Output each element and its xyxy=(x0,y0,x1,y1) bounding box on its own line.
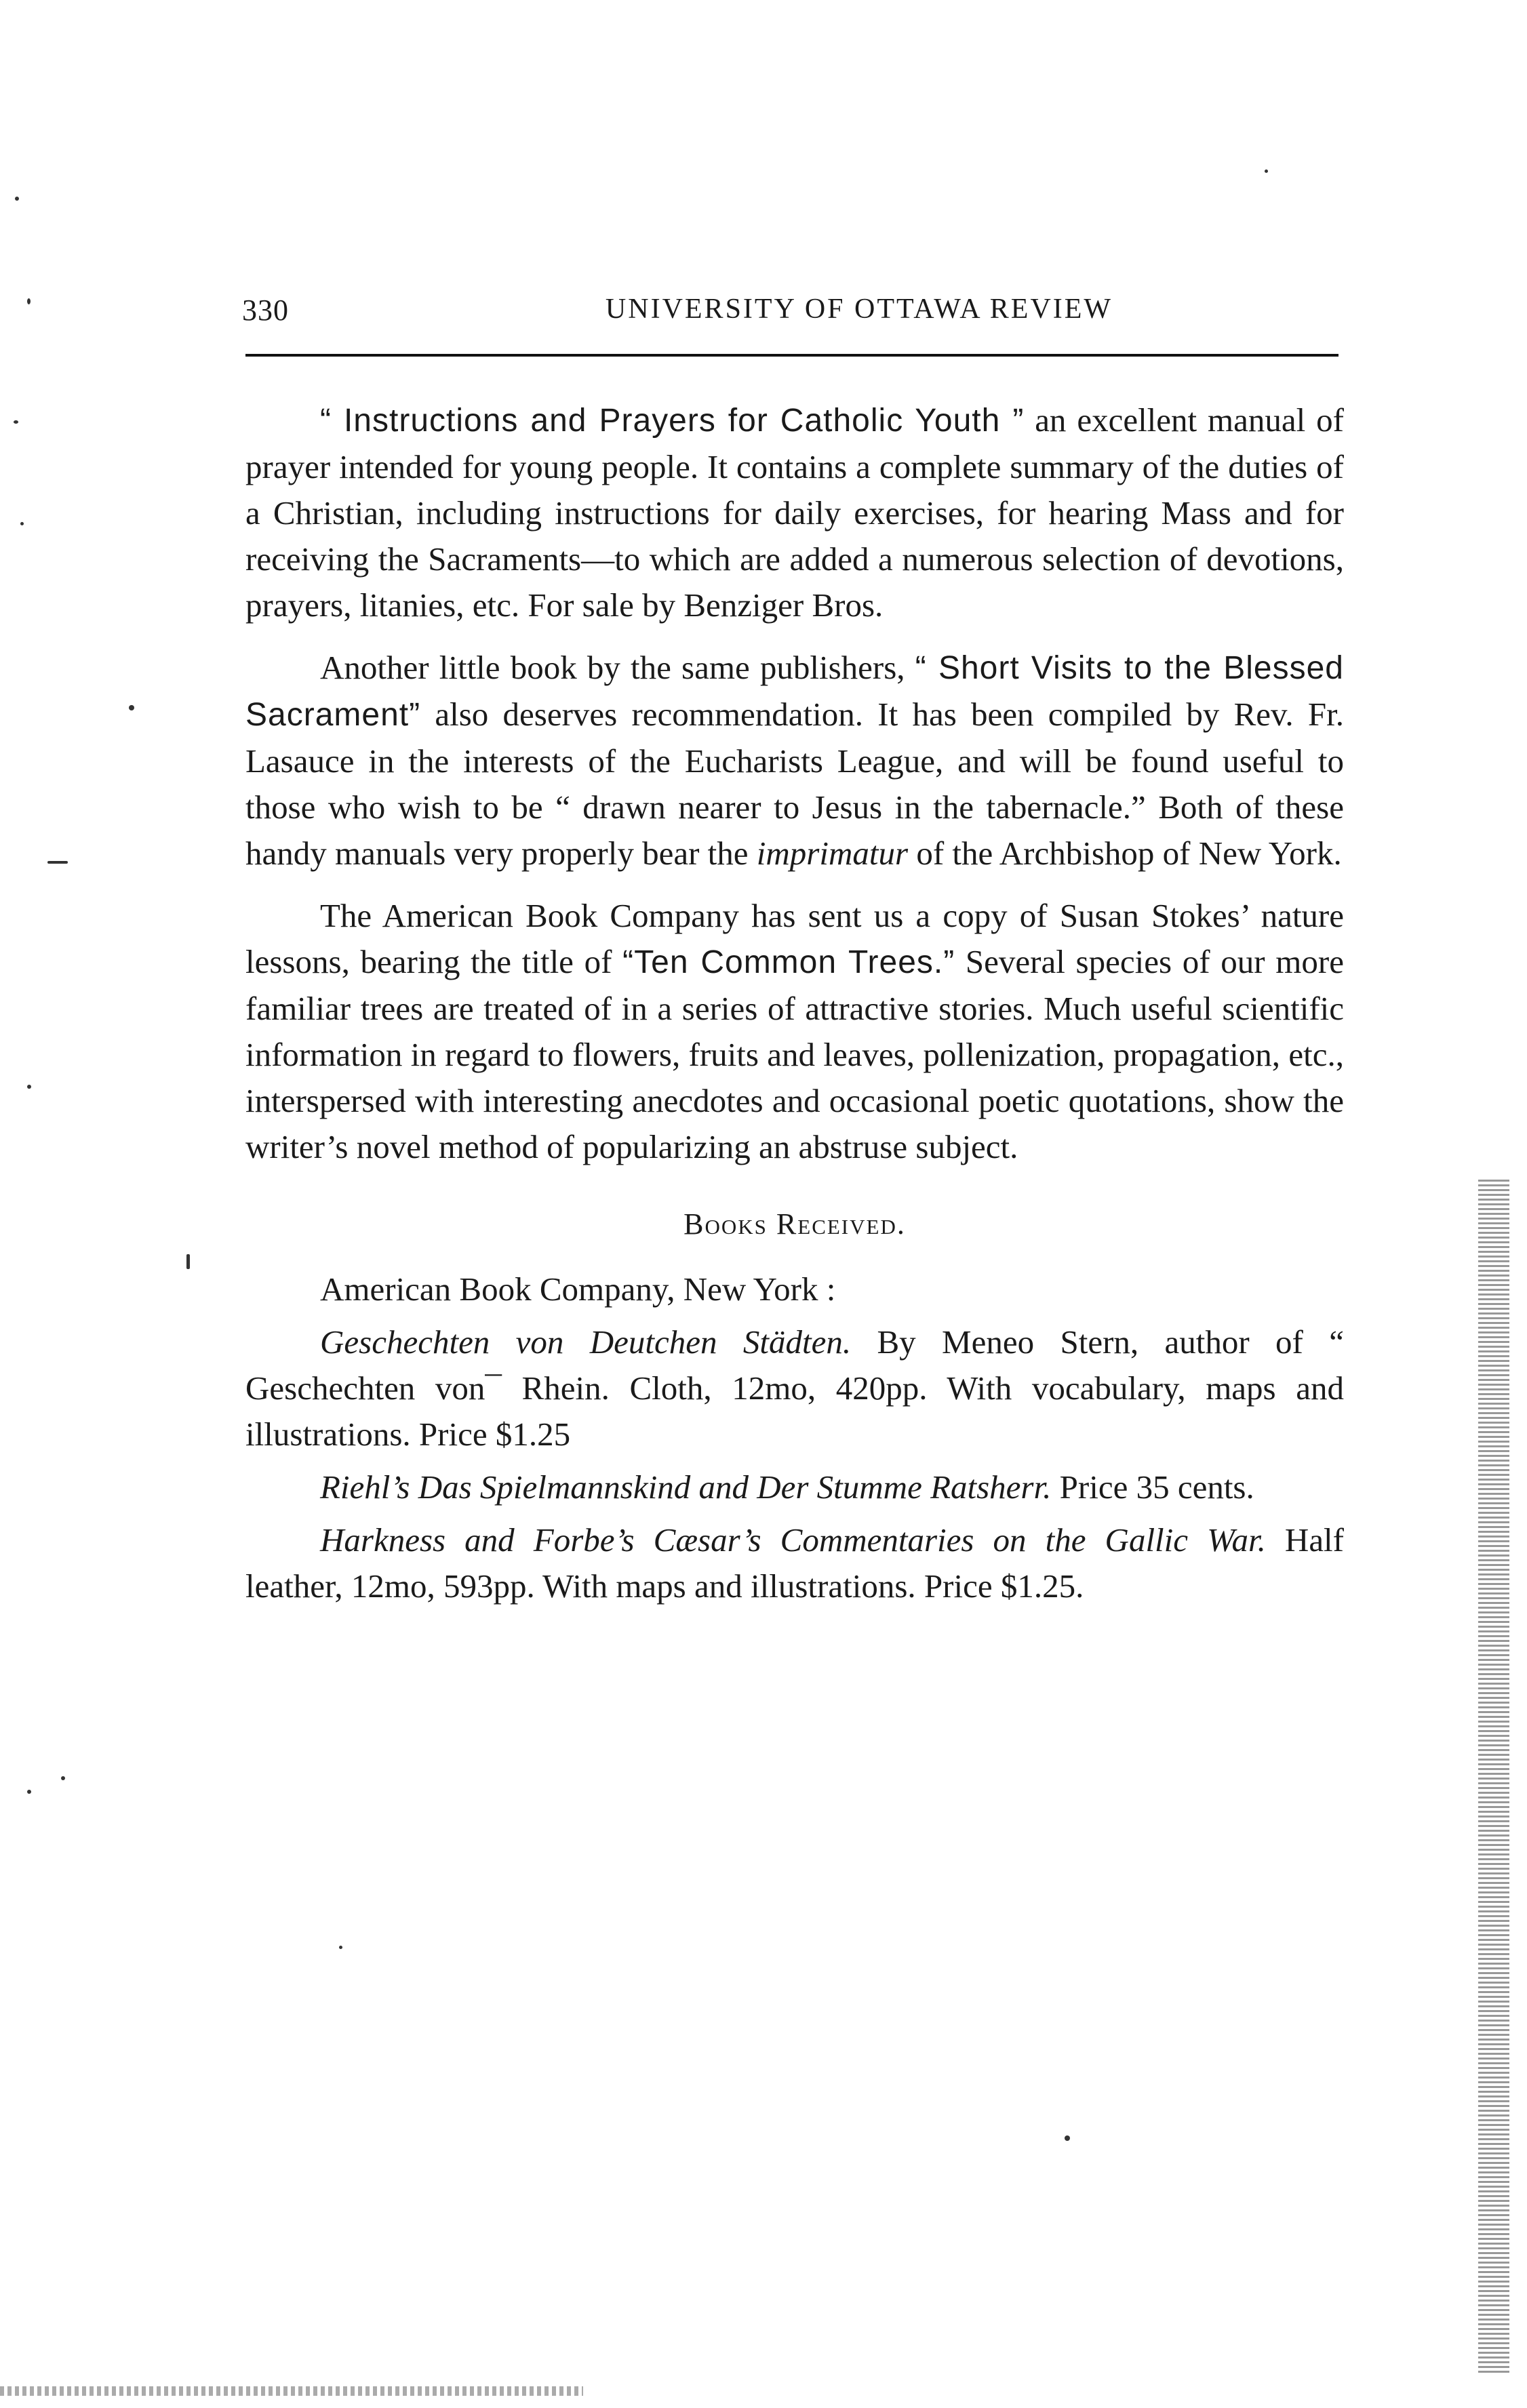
book-entry-title: Geschechten von Deutchen Städten. xyxy=(320,1323,852,1361)
book-title-short-visits: “ Short Visits to the Blessed Sacrament” xyxy=(245,650,1344,733)
header-rule xyxy=(245,354,1338,357)
scan-speck xyxy=(27,298,31,304)
scan-speck xyxy=(27,1790,31,1794)
scan-bottom-noise xyxy=(0,2386,583,2396)
paragraph-short-visits xyxy=(245,645,1344,877)
paragraph-text: of the Archbishop of New York. xyxy=(908,835,1342,872)
book-entry-title: Harkness and Forbe’s Cæsar’s Commentaries on the Gallic War. xyxy=(320,1521,1266,1559)
paragraph-text: Another little book by the same publishers, xyxy=(320,649,915,686)
book-title-instructions-and-prayers: “ Instructions and Prayers for Catholic Youth ” xyxy=(320,403,1025,439)
scan-speck xyxy=(129,705,134,710)
book-title-ten-common-trees: “Ten Common Trees.” xyxy=(622,944,955,980)
imprimatur-term: imprimatur xyxy=(756,835,909,872)
scan-speck xyxy=(47,861,68,864)
page-header xyxy=(242,293,1341,334)
scan-speck xyxy=(20,522,24,525)
book-entry xyxy=(245,1464,1344,1510)
scan-edge-noise xyxy=(1478,1180,1509,2373)
scan-speck xyxy=(15,197,19,201)
paragraph-text: also deserves recommendation. It has been compiled by Rev. Fr. Lasauce in the interests of the Eucharists League, and will be found useful to those who wish to be “ drawn nearer to Jesus in the tabernacle.” Both of these handy manuals very properly bear the xyxy=(245,696,1344,872)
paragraph-text: Several species of our more familiar trees are treated of in a series of attractive stories. Much useful scientific information in regard to flowers, fruits and leaves, pollenization, propagation, etc., interspersed with interesting anecdotes and occasional poetic quotations, show the writer’s novel method of popularizing an abstruse subject. xyxy=(245,943,1344,1165)
paragraph-ten-common-trees xyxy=(245,893,1344,1170)
scan-speck xyxy=(1265,169,1268,173)
book-entry-title: Riehl’s Das Spielmannskind and Der Stumme Ratsherr. xyxy=(320,1468,1052,1506)
page-number: 330 xyxy=(242,294,289,327)
book-entry-details: Half leather, 12mo, 593pp. With maps and illustrations. Price $1.25. xyxy=(245,1521,1344,1605)
book-entry-details: Price 35 cents. xyxy=(1051,1468,1254,1506)
paragraph-text: an excellent manual of prayer intended for young people. It contains a complete summary of the duties of a Christian, including instructions for daily exercises, for hearing Mass and for receiving the Sacraments—to which are added a numerous selection of devotions, prayers, litanies, etc. For sale by Benziger Bros. xyxy=(245,401,1344,624)
paragraph-text: The American Book Company has sent us a copy of Susan Stokes’ nature lessons, bearing the title of xyxy=(245,897,1344,980)
scan-speck xyxy=(14,420,18,424)
books-received-heading: Books Received. xyxy=(683,1207,906,1241)
book-entry xyxy=(245,1517,1344,1609)
publisher-line: American Book Company, New York : xyxy=(320,1270,836,1308)
book-entry xyxy=(245,1319,1344,1458)
scan-speck xyxy=(61,1776,65,1780)
paragraph-instructions-and-prayers xyxy=(245,397,1344,628)
scan-speck xyxy=(27,1085,31,1089)
scan-speck xyxy=(339,1946,342,1949)
book-entry-details: By Meneo Stern, author of “ Geschechten von¯ Rhein. Cloth, 12mo, 420pp. With vocabulary, maps and illustrations. Price $1.25 xyxy=(245,1323,1344,1453)
running-title: UNIVERSITY OF OTTAWA REVIEW xyxy=(605,294,1113,325)
scan-speck xyxy=(186,1254,190,1269)
article-body xyxy=(245,397,1344,1616)
scan-speck xyxy=(1065,2135,1070,2141)
